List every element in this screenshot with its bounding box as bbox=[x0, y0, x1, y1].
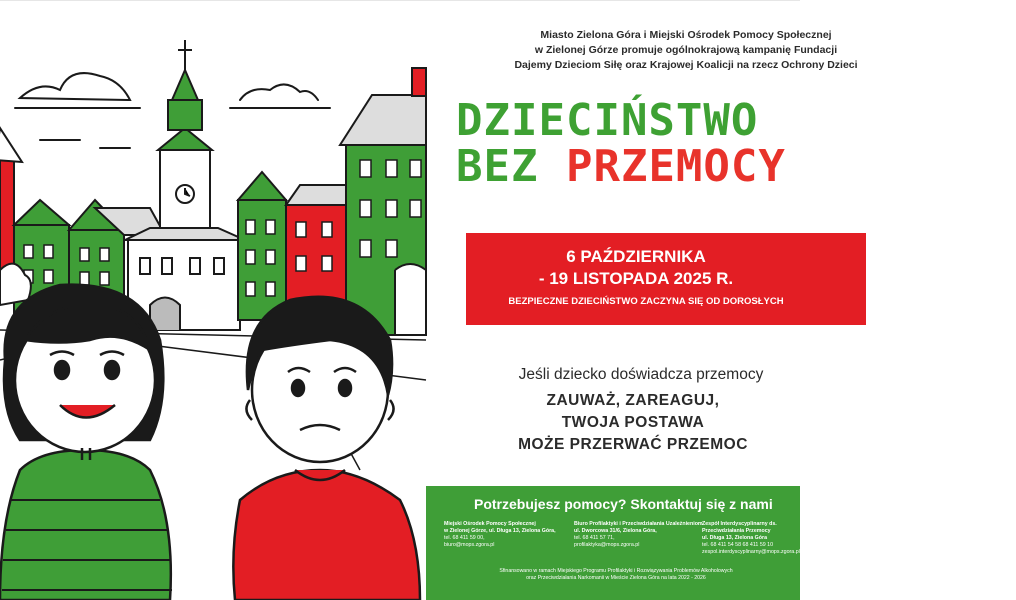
intro-line-2: w Zielonej Górze promuje ogólnokrajową kampanię Fundacji bbox=[534, 44, 838, 56]
contact-phone: tel. 68 411 59 00, bbox=[444, 535, 485, 541]
contact-address: w Zielonej Górze, ul. Długa 13, Zielona Góra, bbox=[444, 528, 556, 534]
contact-name-2: Przeciwdziałania Przemocy bbox=[702, 528, 771, 534]
contact-footer bbox=[426, 486, 800, 600]
boy-figure bbox=[233, 297, 420, 600]
title-line-1: DZIECIŃSTWO bbox=[456, 95, 759, 146]
campaign-slogan: BEZPIECZNE DZIECIŃSTWO ZACZYNA SIĘ OD DOROSŁYCH bbox=[508, 296, 784, 307]
funding-line-1: Sfinansowano w ramach Miejskiego Programu Profilaktyki i Rozwiązywania Problemów Alkoholowych bbox=[499, 568, 733, 574]
cloud-right bbox=[240, 84, 318, 100]
cta-line-3: MOŻE PRZERWAĆ PRZEMOC bbox=[518, 436, 748, 453]
contact-phone: tel. 68 411 54 58 68 411 59 10 bbox=[702, 542, 774, 548]
contact-email[interactable]: zespol.interdyscyplinarny@mops.zgora.pl bbox=[702, 549, 800, 555]
contact-mops bbox=[444, 521, 556, 549]
cta-line-1: ZAUWAŻ, ZAREAGUJ, bbox=[546, 392, 720, 409]
help-heading: Potrzebujesz pomocy? Skontaktuj się z nami bbox=[474, 496, 773, 512]
contact-name: Zespół Interdyscyplinarny ds. bbox=[702, 521, 777, 527]
date-end: - 19 LISTOPADA 2025 R. bbox=[538, 269, 734, 288]
intro-text bbox=[426, 28, 946, 73]
contact-email[interactable]: biuro@mops.zgora.pl bbox=[444, 542, 495, 548]
contact-name: Miejski Ośrodek Pomocy Społecznej bbox=[444, 521, 536, 527]
contact-address: ul. Dworcowa 31/6, Zielona Góra, bbox=[574, 528, 657, 534]
girl-figure bbox=[0, 285, 172, 600]
town-hall bbox=[125, 40, 245, 330]
poster-text-column bbox=[426, 0, 858, 600]
intro-line-1: Miasto Zielona Góra i Miejski Ośrodek Pomocy Społecznej bbox=[540, 29, 832, 41]
contact-email[interactable]: profilaktyka@mops.zgora.pl bbox=[574, 542, 640, 548]
intro-line-3: Dajemy Dzieciom Siłę oraz Krajowej Koalicji na rzecz Ochrony Dzieci bbox=[514, 59, 858, 71]
title-bez: BEZ bbox=[456, 141, 566, 192]
contact-zespol bbox=[702, 521, 800, 556]
contact-profilaktyka bbox=[574, 521, 703, 549]
contact-name: Biuro Profilaktyki i Przeciwdziałania Uzależnieniom bbox=[574, 521, 703, 527]
cta-line-2: TWOJA POSTAWA bbox=[561, 414, 705, 431]
cloud-left bbox=[20, 73, 130, 100]
title-line-2 bbox=[456, 141, 1016, 192]
date-start: 6 PAŹDZIERNIKA bbox=[566, 247, 706, 266]
town-square-children-illustration bbox=[0, 0, 426, 600]
contact-phone: tel. 68 411 57 71, bbox=[574, 535, 615, 541]
contact-address: ul. Długa 13, Zielona Góra bbox=[702, 535, 768, 541]
call-to-action bbox=[426, 366, 826, 456]
dates-banner bbox=[466, 233, 866, 325]
funding-line-2: oraz Przeciwdziałania Narkomanii w Mieście Zielona Góra na lata 2022 - 2026 bbox=[526, 575, 706, 581]
question-text: Jeśli dziecko doświadcza przemocy bbox=[518, 366, 764, 383]
poster-illustration bbox=[0, 0, 426, 600]
funding-note bbox=[426, 568, 806, 582]
title-przemocy: PRZEMOCY bbox=[565, 141, 786, 192]
campaign-title bbox=[456, 95, 1016, 192]
